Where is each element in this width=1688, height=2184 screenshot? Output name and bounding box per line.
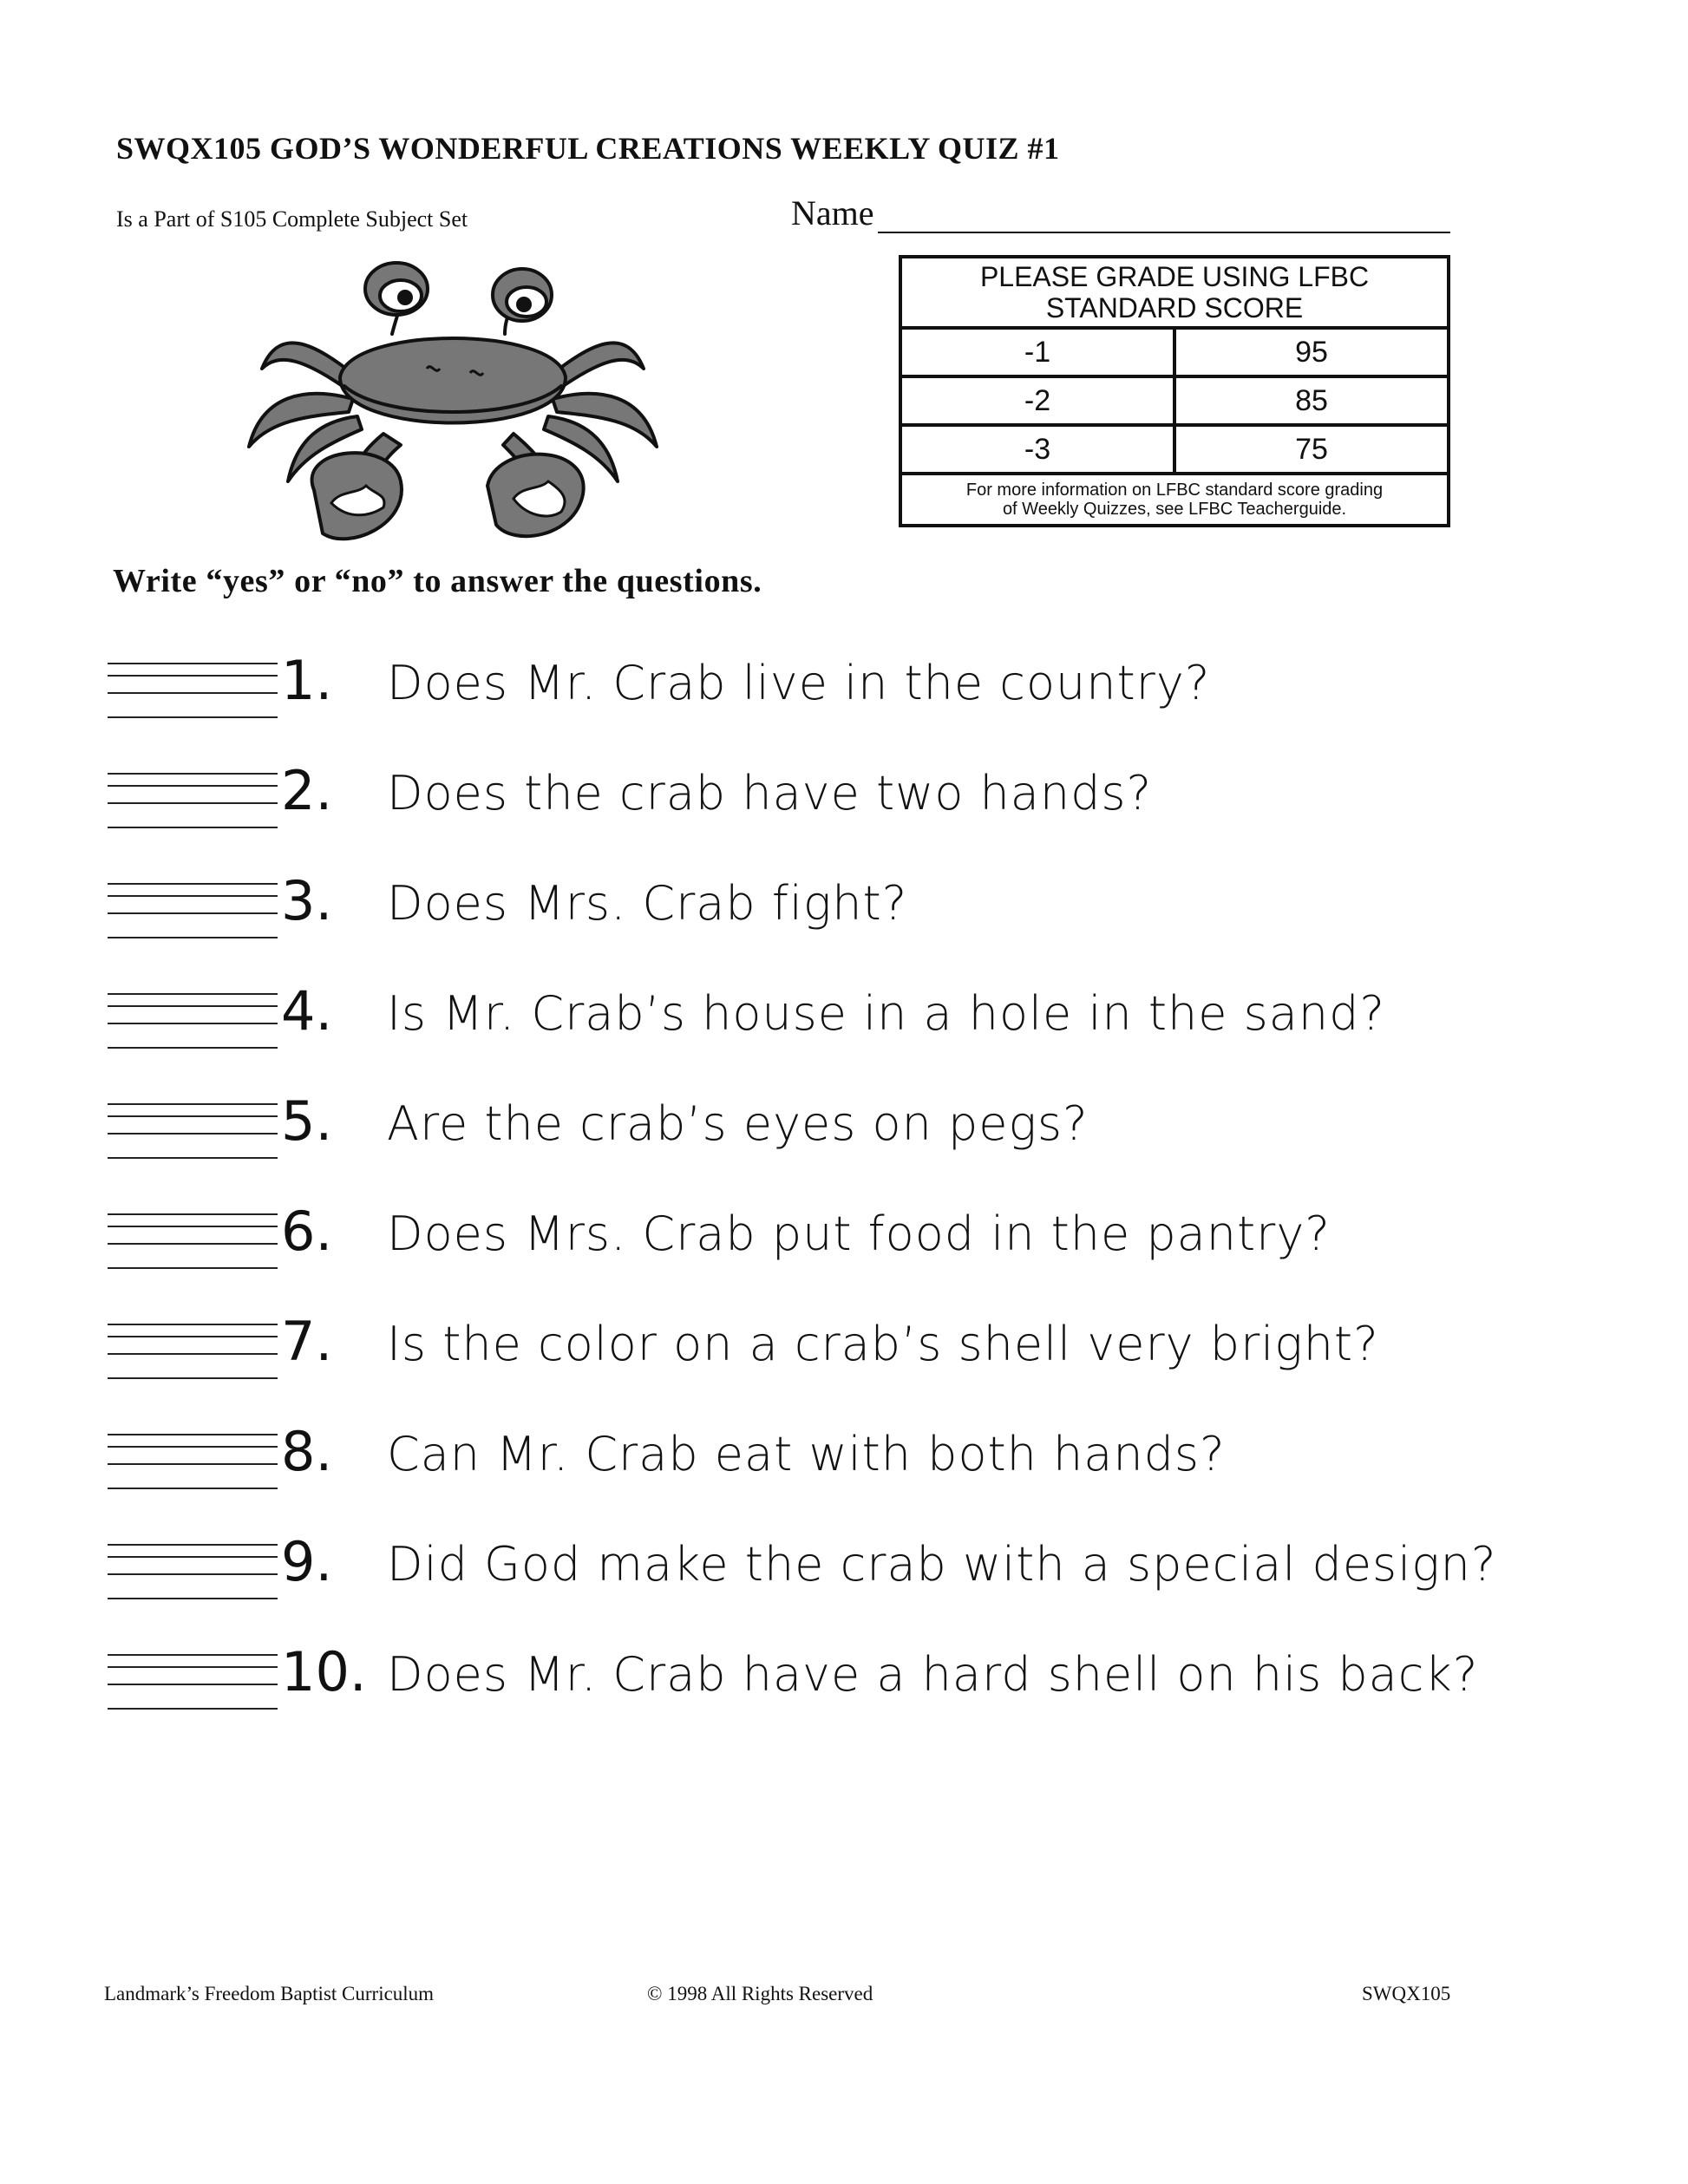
answer-blank[interactable] (108, 773, 278, 828)
question-text: Does the crab have two hands? (387, 766, 1153, 821)
score-value: 85 (1173, 378, 1447, 423)
question-number: 1. (281, 649, 333, 712)
answer-blank[interactable] (108, 663, 278, 718)
answer-blank[interactable] (108, 1213, 278, 1269)
question-text: Does Mr. Crab have a hard shell on his back? (387, 1647, 1479, 1702)
grading-footnote (902, 475, 1447, 524)
grading-footnote-line1: For more information on LFBC standard score grading (965, 481, 1384, 500)
question-number: 7. (281, 1310, 333, 1373)
missed-count: -2 (1024, 383, 1051, 417)
crab-illustration (227, 247, 678, 551)
grading-heading (902, 258, 1447, 330)
grading-heading-line2: STANDARD SCORE (1045, 292, 1304, 324)
question-number: 2. (281, 759, 333, 822)
grading-heading-line1: PLEASE GRADE USING LFBC (979, 261, 1370, 292)
question-text: Does Mr. Crab live in the country? (387, 656, 1211, 710)
quiz-title: SWQX105 GOD’S WONDERFUL CREATIONS WEEKLY QUIZ #1 (116, 131, 1060, 166)
name-blank-line[interactable] (878, 197, 1450, 233)
name-label: Name (791, 193, 874, 232)
question-item (108, 1413, 1600, 1500)
question-number: 5. (281, 1089, 333, 1153)
missed-count: -1 (1024, 335, 1051, 369)
question-number: 8. (281, 1420, 333, 1483)
score-value: 95 (1173, 330, 1447, 375)
question-text: Is Mr. Crab’s house in a hole in the sand? (387, 986, 1386, 1041)
answer-blank[interactable] (108, 1434, 278, 1489)
footer-code: SWQX105 (1362, 1983, 1451, 2004)
answer-blank[interactable] (108, 1654, 278, 1710)
answer-blank[interactable] (108, 1103, 278, 1159)
question-number: 3. (281, 869, 333, 932)
question-text: Is the color on a crab’s shell very bright? (387, 1317, 1379, 1371)
answer-blank[interactable] (108, 1324, 278, 1379)
footer-publisher: Landmark’s Freedom Baptist Curriculum (104, 1983, 435, 2004)
missed-count: -3 (1024, 432, 1051, 466)
question-text: Did God make the crab with a special design? (387, 1537, 1497, 1592)
question-text: Can Mr. Crab eat with both hands? (387, 1427, 1226, 1481)
question-text: Does Mrs. Crab fight? (387, 876, 908, 931)
question-item (108, 642, 1600, 729)
question-item (108, 752, 1600, 839)
name-field (791, 193, 1450, 233)
answer-blank[interactable] (108, 993, 278, 1049)
score-value: 75 (1173, 427, 1447, 472)
question-text: Does Mrs. Crab put food in the pantry? (387, 1206, 1331, 1261)
question-item (108, 1193, 1600, 1279)
answer-blank[interactable] (108, 883, 278, 938)
question-number: 6. (281, 1200, 333, 1263)
question-number: 10. (281, 1640, 367, 1703)
question-item (108, 862, 1600, 949)
question-text: Are the crab’s eyes on pegs? (387, 1096, 1089, 1151)
question-number: 4. (281, 979, 333, 1043)
question-item (108, 1082, 1600, 1169)
subject-set-note: Is a Part of S105 Complete Subject Set (116, 206, 468, 232)
grading-row (902, 427, 1447, 475)
grading-row (902, 330, 1447, 378)
question-item (108, 1523, 1600, 1610)
question-item (108, 972, 1600, 1059)
question-item (108, 1303, 1600, 1390)
answer-blank[interactable] (108, 1544, 278, 1599)
grading-scale-box (899, 255, 1450, 527)
instructions: Write “yes” or “no” to answer the questions. (113, 563, 762, 599)
footer-copyright: © 1998 All Rights Reserved (647, 1983, 873, 2004)
grading-footnote-line2: of Weekly Quizzes, see LFBC Teacherguide. (1002, 500, 1347, 519)
grading-row (902, 378, 1447, 427)
question-item (108, 1633, 1600, 1720)
question-number: 9. (281, 1530, 333, 1593)
